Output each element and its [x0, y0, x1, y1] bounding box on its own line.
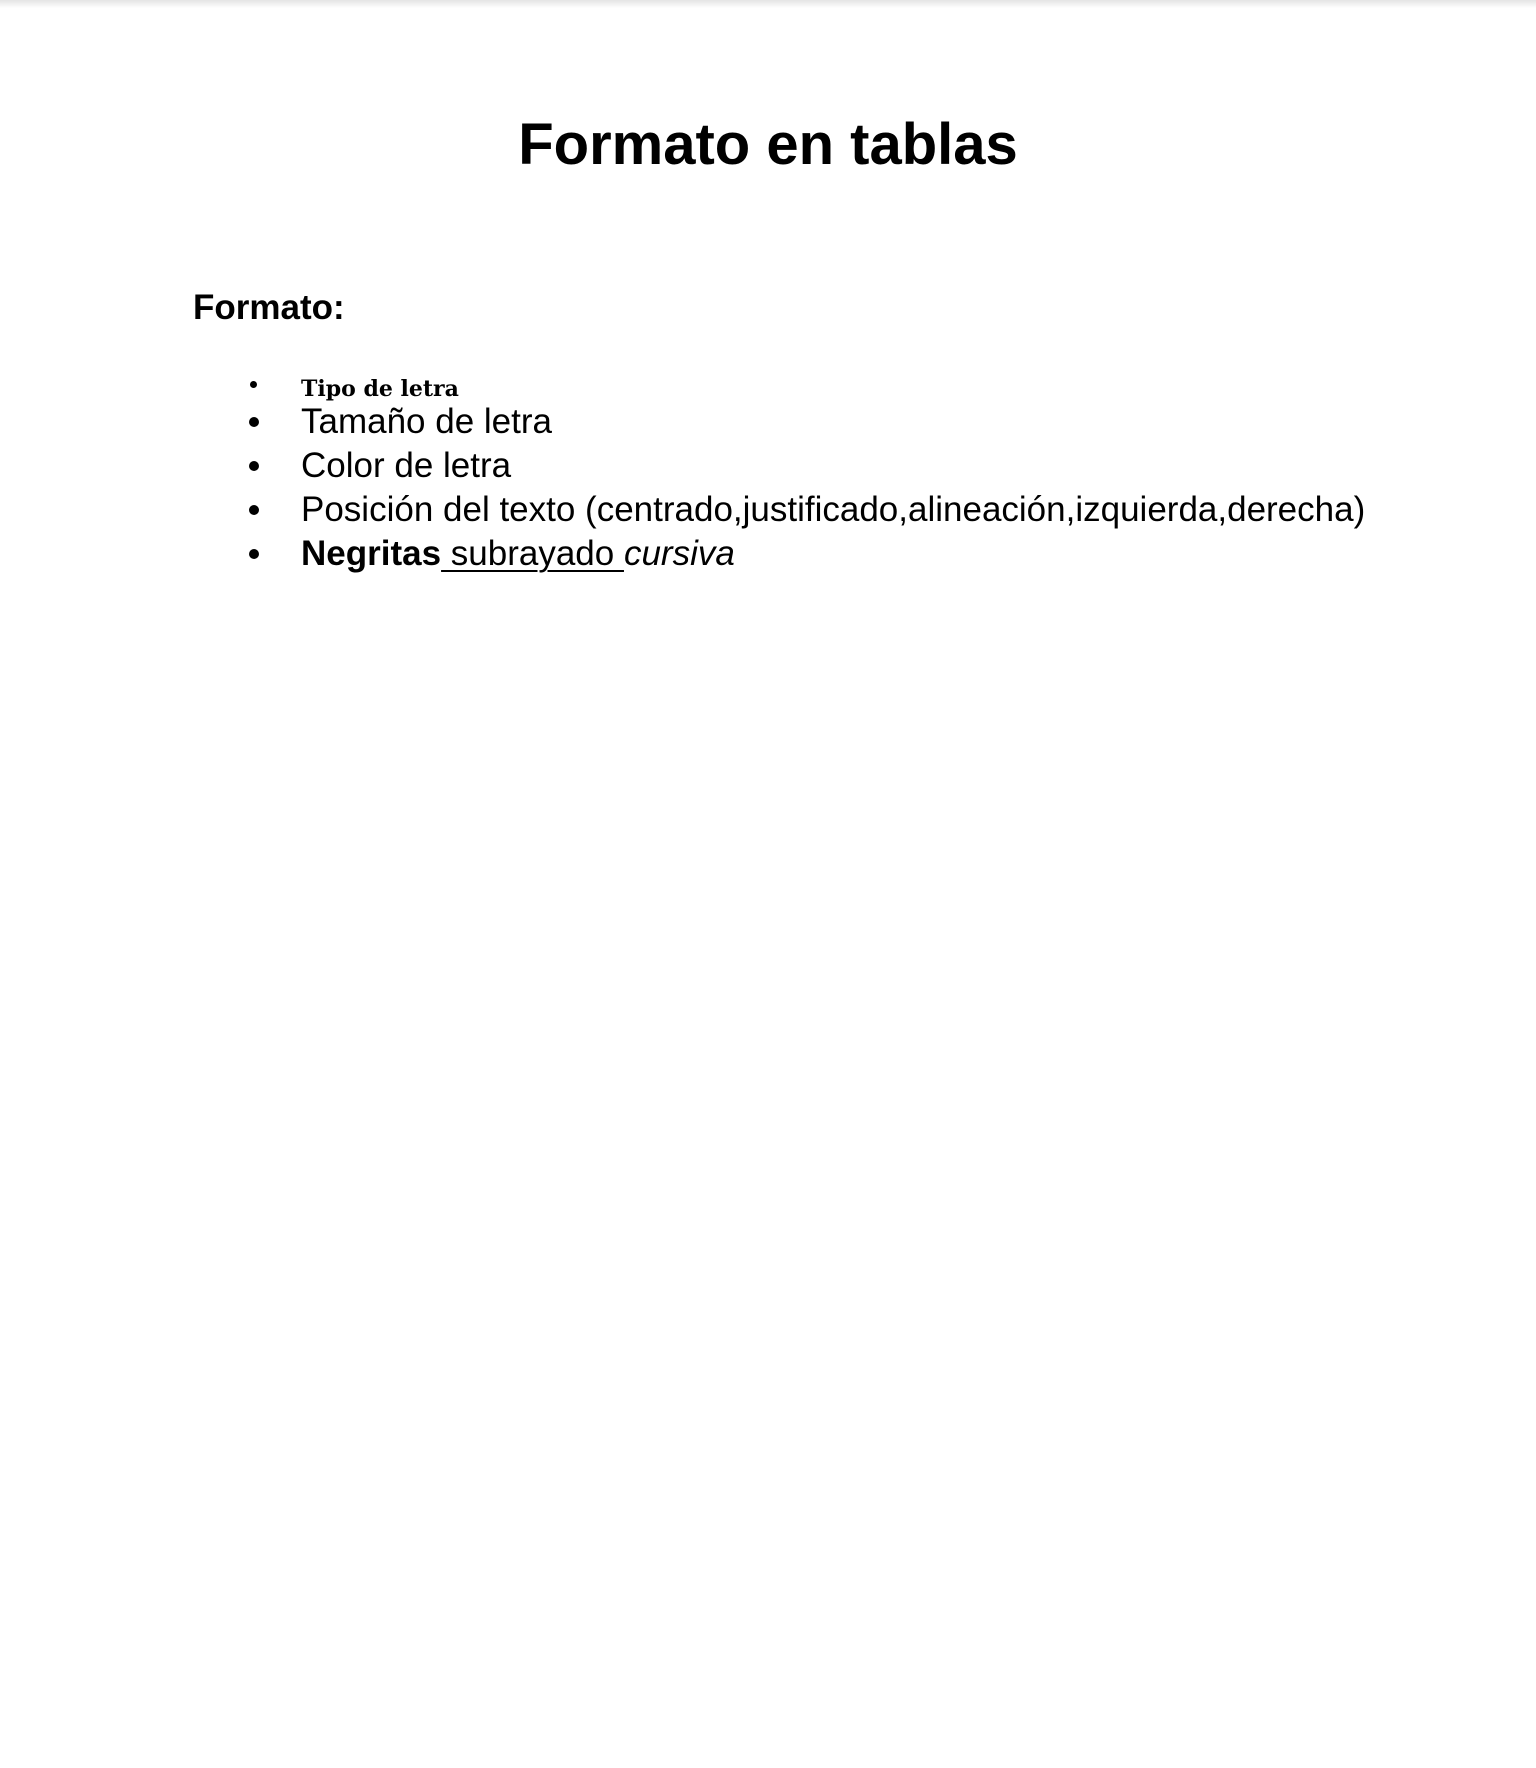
- section-label: Formato:: [193, 288, 345, 327]
- list-item-text: Tamaño de letra: [301, 402, 552, 441]
- bullet-icon: [249, 417, 259, 427]
- bold-text: Negritas: [301, 534, 442, 573]
- page-title: Formato en tablas: [518, 112, 1018, 177]
- italic-text: cursiva: [623, 534, 735, 573]
- list-item-text: Color de letra: [301, 446, 512, 485]
- list-item-text: Posición del texto (centrado,justificado,alineación,izquierda,derecha): [301, 490, 1366, 529]
- list-item-text: Tipo de letra: [301, 376, 459, 402]
- top-shadow: [0, 0, 1536, 8]
- list-item: [0, 400, 1536, 444]
- list-item: [0, 444, 1536, 488]
- list-item: [0, 370, 1536, 400]
- list-item: [0, 532, 1536, 576]
- list-item: [0, 488, 1536, 532]
- underlined-text: subrayado: [441, 534, 624, 573]
- bullet-icon: [250, 381, 257, 388]
- bullet-icon: [249, 549, 259, 559]
- bullet-icon: [249, 505, 259, 515]
- bullet-icon: [249, 461, 259, 471]
- format-list: [0, 370, 1536, 576]
